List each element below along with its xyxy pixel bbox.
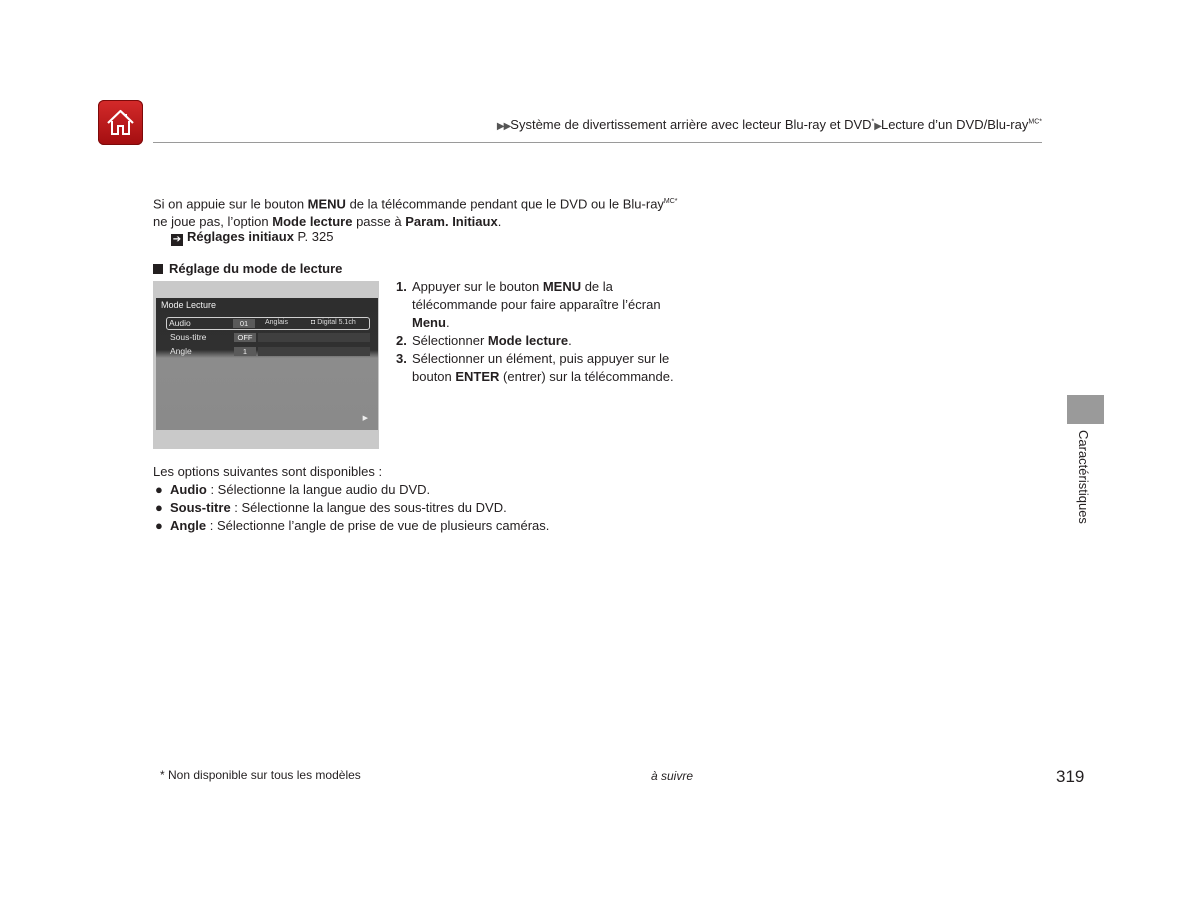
menu-row-value: 01 [233,319,255,328]
menu-row-label: Sous-titre [170,332,207,342]
bullet-icon: ● [155,482,163,497]
bullet-icon: ● [155,500,163,515]
header-divider [153,142,1042,143]
mode-lecture-keyword: Mode lecture [272,214,353,230]
option-name: Audio [170,482,207,497]
breadcrumb-arrow-icon: ▶ [874,121,881,132]
step-text: (entrer) sur la télécommande. [499,369,674,384]
list-item [153,517,753,535]
option-name: Angle [170,518,207,533]
menu-row-subtitle [168,332,368,343]
chapter-tab[interactable] [1067,395,1104,424]
options-list [153,463,753,535]
breadcrumb-item-playback[interactable]: Lecture d’un DVD/Blu-ray [880,117,1029,132]
step-text: . [568,333,572,348]
step-text: Sélectionner un élément, puis appuyer sur le bouton [412,351,670,384]
step-number: 3. [396,351,407,366]
options-intro: Les options suivantes sont disponibles : [153,464,383,479]
home-button[interactable] [98,100,143,145]
intro-text: Si on appuie sur le bouton [153,196,308,212]
reference-title: Réglages initiaux [187,229,294,244]
audio-language: Anglais [265,319,288,326]
intro-text: de la télécommande pendant que le DVD ou le Blu-ray [345,196,664,212]
audio-format: ◘ Digital 5.1ch [311,319,356,326]
step-keyword: MENU [542,279,582,294]
intro-paragraph [153,193,713,231]
param-initiaux-keyword: Param. Initiaux [405,214,498,230]
continue-label: à suivre [651,769,694,783]
step-keyword: Mode lecture [487,333,569,348]
option-desc: : Sélectionne l’angle de prise de vue de plusieurs caméras. [206,518,550,533]
breadcrumb-arrows-icon: ▶▶ [496,121,511,132]
screen-illustration [153,281,379,449]
intro-text: passe à [352,214,406,230]
home-icon [104,106,137,139]
breadcrumb-item-system[interactable]: Système de divertissement arrière avec lecteur Blu-ray et DVD [510,117,872,132]
list-item [153,499,753,517]
trademark-mark: MC* [1028,118,1042,126]
option-desc: : Sélectionne la langue des sous-titres du DVD. [230,500,507,515]
step-number: 1. [396,279,407,294]
reference-page: P. 325 [293,229,334,244]
step-keyword: Menu [412,315,446,330]
menu-row-value: OFF [234,333,256,342]
footnote: * Non disponible sur tous les modèles [160,768,361,782]
arrow-ref-icon: ➔ [172,234,182,245]
section-title-text: Réglage du mode de lecture [169,261,343,276]
section-title [153,261,342,276]
list-item [153,481,753,499]
step-item [396,350,696,386]
step-keyword: ENTER [455,369,500,384]
menu-row-label: Audio [169,318,191,328]
intro-text: . [497,214,502,230]
menu-row-audio [166,317,370,330]
square-bullet-icon [153,264,163,274]
step-number: 2. [396,333,407,348]
page-number: 319 [1056,767,1085,786]
screen-title: Mode Lecture [161,300,217,310]
step-text: Appuyer sur le bouton [412,279,543,294]
menu-row-label: Angle [170,346,192,356]
play-icon: ▶ [362,415,368,422]
steps-list [396,278,696,386]
step-item [396,278,696,332]
step-item [396,332,696,350]
step-text: . [445,315,450,330]
breadcrumb [497,117,1042,132]
chapter-tab-label[interactable]: Caractéristiques [1076,430,1091,524]
audio-format-text: Digital 5.1ch [317,319,356,326]
footnote-mark: * [871,118,875,126]
option-name: Sous-titre [170,500,231,515]
step-text: Sélectionner [412,333,488,348]
menu-row-bar [258,333,370,342]
menu-row-bar [258,347,370,356]
trademark-mark: MC* [663,198,678,205]
menu-row-angle [168,346,368,357]
intro-text: ne joue pas, l’option [153,214,273,230]
menu-row-value: 1 [234,347,256,356]
menu-keyword: MENU [307,196,346,212]
option-desc: : Sélectionne la langue audio du DVD. [206,482,431,497]
screen-display [156,298,378,430]
cross-reference-link[interactable] [171,229,333,246]
bullet-icon: ● [155,518,163,533]
step-text: de la télécommande pour faire apparaître l’écran [412,279,661,312]
